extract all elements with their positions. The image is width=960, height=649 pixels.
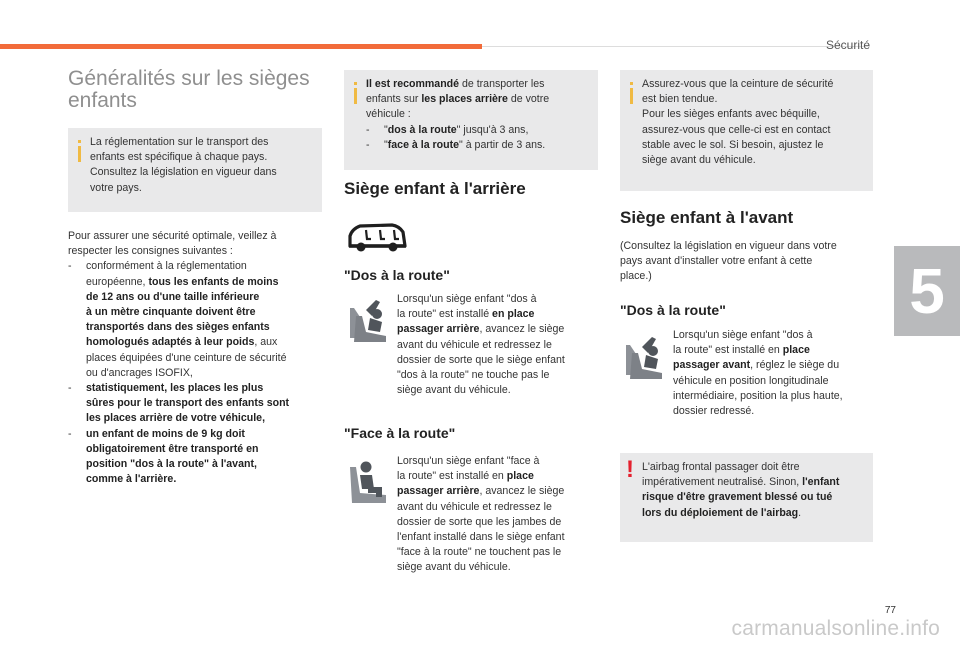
info-line: La réglementation sur le transport des <box>90 136 269 148</box>
heading-front-child-seat: Siège enfant à l'avant <box>620 208 794 227</box>
warning-box-airbag: ! L'airbag frontal passager doit être impérativement neutralisé. Sinon, l'enfant risque d'être gravement blessé ou tué lors du déploiement de l'airbag. <box>620 453 873 542</box>
safety-instructions <box>68 229 328 487</box>
forward-facing-seat-icon <box>346 457 390 505</box>
section-title: Sécurité <box>826 38 871 52</box>
intro-line: Pour assurer une sécurité optimale, veillez à <box>68 230 277 242</box>
intro-line: respecter les consignes suivantes : <box>68 245 233 258</box>
page-title-line-2: enfants <box>68 89 137 112</box>
heading-front-rear-facing: "Dos à la route" <box>620 302 726 318</box>
info-icon <box>354 82 357 85</box>
rear-facing-text: Lorsqu'un siège enfant "dos à la route" est installé en place passager arrière, avancez le siège avant du véhicule et redressez le dossier de sorte que le siège enfant "dos à la route" ne touche pas le siège avant du véhicule. <box>397 293 565 397</box>
front-rear-facing-text: Lorsqu'un siège enfant "dos à la route" est installé en place passager avant, réglez le siège du véhicule en position longitudinale intermédiaire, position la plus haute, dossier redressé. <box>673 329 843 418</box>
info-box-recommendation: Il est recommandé de transporter les enfants sur les places arrière de votre véhicule : - "dos à la route" jusqu'à 3 ans, - "face à la route" à partir de 3 ans. <box>344 70 598 170</box>
warning-exclamation-icon: ! <box>626 456 634 483</box>
watermark: carmanualsonline.info <box>731 617 940 640</box>
info-icon-bar <box>630 88 633 104</box>
header-accent-bar <box>0 44 482 49</box>
bullet-rear-seats-safest: - statistiquement, les places les plus sûres pour le transport des enfants sont les places arrière de votre véhicule, <box>68 382 290 425</box>
info-icon <box>630 82 633 85</box>
info-icon-bar <box>354 88 357 104</box>
info-line: enfants est spécifique à chaque pays. <box>90 151 268 164</box>
chapter-tab <box>894 246 960 336</box>
info-line: votre pays. <box>90 181 142 194</box>
page-number: 77 <box>884 605 896 616</box>
page-title <box>68 68 328 112</box>
info-line: Consultez la législation en vigueur dans <box>90 166 277 179</box>
rear-facing-seat-icon <box>346 296 390 344</box>
rear-facing-seat-icon <box>622 333 666 381</box>
info-box-belt: Assurez-vous que la ceinture de sécurité est bien tendue. Pour les sièges enfants avec béquille, assurez-vous que celle-ci est en contact stable avec le sol. Si besoin, ajustez le siège avant du véhicule. <box>620 70 873 191</box>
car-rear-seats-icon <box>346 220 408 254</box>
heading-forward-facing: "Face à la route" <box>344 425 456 441</box>
info-icon-bar <box>78 146 81 162</box>
bullet-under-9kg: - un enfant de moins de 9 kg doit obligatoirement être transporté en position "dos à la route" à l'avant, comme à l'arrière. <box>68 427 259 486</box>
bullet-regulation: - conformément à la réglementation européenne, tous les enfants de moins de 12 ans ou d'une taille inférieure à un mètre cinquante doivent être transportés dans des sièges enfants homologués adaptés à leur poids, aux places équipées d'une ceinture de sécurité ou d'ancrages ISOFIX, <box>68 260 287 379</box>
info-icon <box>78 140 81 143</box>
chapter-number: 5 <box>909 255 945 327</box>
header-rule <box>482 46 870 47</box>
info-box-regulation <box>68 128 322 212</box>
page-title-line-1: Généralités sur les sièges <box>68 67 310 90</box>
heading-rear-facing: "Dos à la route" <box>344 267 450 283</box>
front-seat-intro: (Consultez la législation en vigueur dans votre pays avant d'installer votre enfant à cette place.) <box>620 240 837 283</box>
heading-rear-child-seat: Siège enfant à l'arrière <box>344 179 526 198</box>
forward-facing-text: Lorsqu'un siège enfant "face à la route" est installé en place passager arrière, avancez le siège avant du véhicule et redressez le dossier de sorte que les jambes de l'enfant installé dans le siège enfant "face à la route" ne touchent pas le siège avant du véhicule. <box>397 455 565 574</box>
